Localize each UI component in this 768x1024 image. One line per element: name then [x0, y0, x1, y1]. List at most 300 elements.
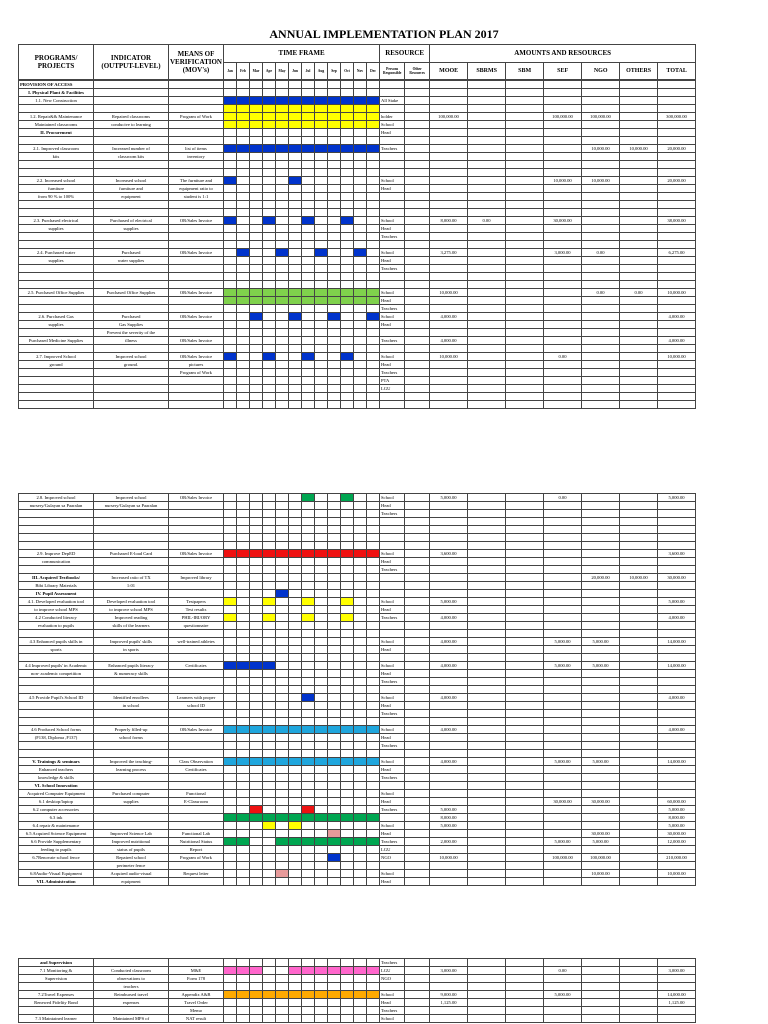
- timeframe-cell: [250, 758, 263, 766]
- timeframe-cell: [354, 137, 367, 145]
- amount-cell: [582, 582, 620, 590]
- timeframe-cell: [237, 161, 250, 169]
- amount-cell: [544, 377, 582, 385]
- amount-cell: [506, 313, 544, 321]
- timeframe-cell: [354, 550, 367, 558]
- timeframe-cell: [224, 662, 237, 670]
- amount-cell: [430, 702, 468, 710]
- timeframe-cell: [367, 782, 380, 790]
- amount-cell: [506, 846, 544, 854]
- amount-cell: 10,000.00: [620, 145, 658, 153]
- timeframe-cell: [250, 518, 263, 526]
- amount-cell: [468, 534, 506, 542]
- amount-cell: 5,000.00: [582, 662, 620, 670]
- indicator-cell: Developed evaluation tool: [94, 598, 169, 606]
- amount-cell: [506, 830, 544, 838]
- means-cell: Functional Lab: [169, 830, 224, 838]
- timeframe-cell: [354, 774, 367, 782]
- amount-cell: [468, 670, 506, 678]
- amount-cell: [468, 814, 506, 822]
- amount-cell: [544, 590, 582, 598]
- timeframe-cell: [315, 353, 328, 361]
- amount-cell: [468, 542, 506, 550]
- table-row: [19, 862, 696, 870]
- timeframe-cell: [224, 782, 237, 790]
- amount-cell: [620, 401, 658, 409]
- amount-cell: [506, 209, 544, 217]
- program-cell: [19, 401, 94, 409]
- means-cell: Certificates: [169, 662, 224, 670]
- timeframe-cell: [276, 622, 289, 630]
- amount-cell: 30,000.00: [544, 798, 582, 806]
- table-row: [19, 494, 696, 502]
- means-cell: inventory: [169, 153, 224, 161]
- timeframe-cell: [341, 193, 354, 201]
- other-resources-cell: [405, 137, 430, 145]
- amount-cell: [620, 638, 658, 646]
- timeframe-cell: [367, 814, 380, 822]
- timeframe-cell: [367, 878, 380, 886]
- timeframe-cell: [276, 377, 289, 385]
- amount-cell: [620, 878, 658, 886]
- timeframe-cell: [276, 97, 289, 105]
- timeframe-cell: [276, 105, 289, 113]
- persons-responsible-cell: School: [380, 313, 405, 321]
- table-row: [19, 718, 696, 726]
- amount-cell: [620, 369, 658, 377]
- means-cell: [169, 534, 224, 542]
- timeframe-cell: [367, 734, 380, 742]
- amount-cell: [430, 646, 468, 654]
- timeframe-cell: [276, 313, 289, 321]
- indicator-cell: conducive to learning: [94, 121, 169, 129]
- persons-responsible-cell: [380, 273, 405, 281]
- timeframe-cell: [354, 798, 367, 806]
- amount-cell: [544, 710, 582, 718]
- timeframe-cell: [250, 137, 263, 145]
- amount-cell: [506, 401, 544, 409]
- means-cell: [169, 814, 224, 822]
- amount-cell: 5,000.00: [582, 758, 620, 766]
- indicator-cell: [94, 401, 169, 409]
- persons-responsible-cell: Head: [380, 361, 405, 369]
- timeframe-cell: [224, 574, 237, 582]
- timeframe-cell: [354, 862, 367, 870]
- program-cell: Acquired Computer Equipment: [19, 790, 94, 798]
- timeframe-cell: [328, 582, 341, 590]
- table-row: [19, 241, 696, 249]
- amount-cell: 20,000.00: [658, 177, 696, 185]
- amount-cell: [468, 870, 506, 878]
- timeframe-cell: [328, 217, 341, 225]
- timeframe-cell: [328, 225, 341, 233]
- timeframe-cell: [341, 558, 354, 566]
- timeframe-cell: [315, 870, 328, 878]
- timeframe-cell: [341, 814, 354, 822]
- timeframe-cell: [263, 734, 276, 742]
- timeframe-cell: [289, 686, 302, 694]
- timeframe-cell: [276, 169, 289, 177]
- timeframe-cell: [224, 702, 237, 710]
- amount-cell: 3,000.00: [430, 967, 468, 975]
- timeframe-cell: [237, 726, 250, 734]
- means-cell: OR/Sales Invoice: [169, 726, 224, 734]
- amount-cell: [468, 975, 506, 983]
- amount-cell: [582, 281, 620, 289]
- amount-cell: [620, 193, 658, 201]
- amount-cell: [506, 670, 544, 678]
- timeframe-cell: [354, 329, 367, 337]
- timeframe-cell: [315, 975, 328, 983]
- amount-cell: 10,000.00: [658, 870, 696, 878]
- timeframe-cell: [328, 273, 341, 281]
- amount-cell: [430, 590, 468, 598]
- amount-cell: [430, 201, 468, 209]
- amount-cell: 4,000.00: [658, 313, 696, 321]
- amount-cell: [582, 550, 620, 558]
- amount-cell: [506, 241, 544, 249]
- amount-cell: 10,000.00: [430, 289, 468, 297]
- timeframe-cell: [367, 289, 380, 297]
- timeframe-cell: [354, 566, 367, 574]
- indicator-cell: Purchased E-load Card: [94, 550, 169, 558]
- timeframe-cell: [224, 510, 237, 518]
- timeframe-cell: [354, 401, 367, 409]
- timeframe-cell: [315, 281, 328, 289]
- timeframe-cell: [302, 766, 315, 774]
- table-row: [19, 273, 696, 281]
- means-cell: Testpapers: [169, 598, 224, 606]
- timeframe-cell: [354, 710, 367, 718]
- persons-responsible-cell: [380, 630, 405, 638]
- amount-cell: 38,000.00: [658, 217, 696, 225]
- timeframe-cell: [341, 89, 354, 97]
- timeframe-cell: [341, 790, 354, 798]
- timeframe-cell: [341, 686, 354, 694]
- amount-cell: [582, 975, 620, 983]
- persons-responsible-cell: School: [380, 726, 405, 734]
- other-resources-cell: [405, 606, 430, 614]
- means-cell: [169, 321, 224, 329]
- timeframe-cell: [237, 113, 250, 121]
- timeframe-cell: [302, 542, 315, 550]
- timeframe-cell: [237, 526, 250, 534]
- timeframe-cell: [315, 702, 328, 710]
- timeframe-cell: [263, 774, 276, 782]
- timeframe-cell: [302, 558, 315, 566]
- amount-cell: [430, 774, 468, 782]
- amount-cell: [544, 694, 582, 702]
- other-resources-cell: [405, 686, 430, 694]
- amount-cell: [430, 542, 468, 550]
- timeframe-cell: [289, 177, 302, 185]
- amount-cell: [582, 590, 620, 598]
- timeframe-cell: [276, 646, 289, 654]
- timeframe-cell: [289, 265, 302, 273]
- timeframe-cell: [276, 734, 289, 742]
- timeframe-cell: [328, 233, 341, 241]
- timeframe-cell: [328, 830, 341, 838]
- timeframe-cell: [276, 153, 289, 161]
- timeframe-cell: [302, 670, 315, 678]
- timeframe-cell: [289, 257, 302, 265]
- amount-cell: [468, 105, 506, 113]
- timeframe-cell: [302, 614, 315, 622]
- timeframe-cell: [250, 329, 263, 337]
- timeframe-cell: [341, 153, 354, 161]
- timeframe-cell: [237, 105, 250, 113]
- month-header: May: [276, 62, 289, 80]
- timeframe-cell: [276, 209, 289, 217]
- amount-cell: [468, 518, 506, 526]
- timeframe-cell: [276, 999, 289, 1007]
- amount-cell: [658, 774, 696, 782]
- timeframe-cell: [341, 201, 354, 209]
- persons-responsible-cell: [380, 654, 405, 662]
- timeframe-cell: [224, 401, 237, 409]
- timeframe-cell: [315, 550, 328, 558]
- timeframe-cell: [328, 289, 341, 297]
- timeframe-cell: [276, 878, 289, 886]
- timeframe-cell: [250, 662, 263, 670]
- amount-cell: [658, 137, 696, 145]
- amount-cell: [658, 393, 696, 401]
- timeframe-cell: [289, 321, 302, 329]
- table-row: [19, 321, 696, 329]
- timeframe-cell: [224, 281, 237, 289]
- timeframe-cell: [263, 313, 276, 321]
- indicator-cell: [94, 161, 169, 169]
- timeframe-cell: [224, 566, 237, 574]
- timeframe-cell: [328, 550, 341, 558]
- timeframe-cell: [250, 345, 263, 353]
- persons-responsible-cell: Teachers: [380, 806, 405, 814]
- table-row: [19, 702, 696, 710]
- amount-cell: [582, 566, 620, 574]
- timeframe-cell: [341, 630, 354, 638]
- timeframe-cell: [354, 630, 367, 638]
- timeframe-cell: [315, 193, 328, 201]
- timeframe-cell: [315, 502, 328, 510]
- timeframe-cell: [354, 766, 367, 774]
- amount-cell: [544, 233, 582, 241]
- timeframe-cell: [289, 297, 302, 305]
- timeframe-cell: [328, 878, 341, 886]
- timeframe-cell: [289, 305, 302, 313]
- timeframe-cell: [289, 153, 302, 161]
- amount-cell: [658, 233, 696, 241]
- timeframe-cell: [367, 201, 380, 209]
- timeframe-cell: [328, 401, 341, 409]
- table-row: [19, 630, 696, 638]
- timeframe-cell: [276, 670, 289, 678]
- indicator-cell: equipment: [94, 193, 169, 201]
- timeframe-cell: [302, 494, 315, 502]
- amount-cell: [544, 846, 582, 854]
- timeframe-cell: [341, 622, 354, 630]
- amount-cell: [468, 582, 506, 590]
- means-cell: [169, 225, 224, 233]
- persons-responsible-cell: Teachers: [380, 233, 405, 241]
- table-row: [19, 201, 696, 209]
- timeframe-cell: [224, 622, 237, 630]
- program-cell: supplies: [19, 225, 94, 233]
- amount-cell: [544, 313, 582, 321]
- indicator-cell: [94, 558, 169, 566]
- timeframe-cell: [224, 289, 237, 297]
- amount-cell: 0.00: [620, 289, 658, 297]
- amount-cell: [468, 121, 506, 129]
- amount-cell: [658, 273, 696, 281]
- program-cell: [19, 566, 94, 574]
- table-row: [19, 814, 696, 822]
- amount-cell: [430, 137, 468, 145]
- means-cell: [169, 542, 224, 550]
- timeframe-cell: [263, 89, 276, 97]
- amount-cell: [468, 806, 506, 814]
- amount-cell: [620, 361, 658, 369]
- amount-cell: [430, 177, 468, 185]
- table-row: [19, 654, 696, 662]
- program-cell: [19, 654, 94, 662]
- amount-cell: [468, 678, 506, 686]
- means-cell: equipment ratio to: [169, 185, 224, 193]
- timeframe-cell: [263, 401, 276, 409]
- other-resources-cell: [405, 289, 430, 297]
- timeframe-cell: [224, 217, 237, 225]
- amount-cell: [582, 750, 620, 758]
- amount-cell: [582, 742, 620, 750]
- timeframe-cell: [263, 830, 276, 838]
- program-cell: [19, 510, 94, 518]
- timeframe-cell: [289, 105, 302, 113]
- amount-cell: [468, 878, 506, 886]
- timeframe-cell: [302, 758, 315, 766]
- amount-cell: [544, 766, 582, 774]
- amount-cell: [658, 790, 696, 798]
- amount-cell: [582, 393, 620, 401]
- amount-cell: [430, 185, 468, 193]
- timeframe-cell: [250, 297, 263, 305]
- timeframe-cell: [237, 550, 250, 558]
- timeframe-cell: [224, 846, 237, 854]
- amount-cell: [544, 822, 582, 830]
- timeframe-cell: [289, 169, 302, 177]
- amount-cell: [430, 209, 468, 217]
- timeframe-cell: [237, 870, 250, 878]
- amount-cell: 5,000.00: [544, 662, 582, 670]
- amount-cell: [506, 265, 544, 273]
- amount-cell: [430, 377, 468, 385]
- amount-cell: [506, 854, 544, 862]
- timeframe-cell: [315, 1015, 328, 1023]
- timeframe-cell: [315, 185, 328, 193]
- persons-responsible-cell: [380, 542, 405, 550]
- table-row: [19, 614, 696, 622]
- timeframe-cell: [341, 526, 354, 534]
- other-resources-cell: [405, 550, 430, 558]
- amount-cell: [658, 766, 696, 774]
- amount-cell: 4,000.00: [430, 758, 468, 766]
- amount-cell: [582, 201, 620, 209]
- timeframe-cell: [367, 967, 380, 975]
- timeframe-cell: [354, 273, 367, 281]
- other-resources-cell: [405, 201, 430, 209]
- program-cell: [19, 385, 94, 393]
- amount-cell: [430, 265, 468, 273]
- amount-cell: [544, 558, 582, 566]
- timeframe-cell: [250, 337, 263, 345]
- timeframe-cell: [367, 726, 380, 734]
- timeframe-cell: [367, 606, 380, 614]
- amount-cell: [658, 369, 696, 377]
- timeframe-cell: [250, 401, 263, 409]
- amount-cell: [658, 385, 696, 393]
- amount-cell: [582, 814, 620, 822]
- amount-cell: [620, 217, 658, 225]
- timeframe-cell: [289, 1007, 302, 1015]
- amount-cell: [544, 526, 582, 534]
- amount-cell: [620, 257, 658, 265]
- timeframe-cell: [328, 983, 341, 991]
- timeframe-cell: [224, 265, 237, 273]
- program-cell: Enhanced teachers: [19, 766, 94, 774]
- timeframe-cell: [237, 694, 250, 702]
- timeframe-cell: [224, 137, 237, 145]
- amount-cell: [582, 526, 620, 534]
- amount-cell: [658, 558, 696, 566]
- amount-cell: 10,000.00: [430, 854, 468, 862]
- persons-responsible-cell: [380, 105, 405, 113]
- timeframe-cell: [302, 959, 315, 967]
- means-cell: [169, 590, 224, 598]
- timeframe-cell: [289, 241, 302, 249]
- amount-cell: [468, 305, 506, 313]
- amount-cell: [544, 1007, 582, 1015]
- timeframe-cell: [341, 257, 354, 265]
- timeframe-cell: [237, 734, 250, 742]
- amount-cell: [468, 614, 506, 622]
- timeframe-cell: [289, 991, 302, 999]
- timeframe-cell: [224, 646, 237, 654]
- program-cell: [19, 542, 94, 550]
- table-row: [19, 766, 696, 774]
- timeframe-cell: [328, 806, 341, 814]
- timeframe-cell: [276, 353, 289, 361]
- timeframe-cell: [315, 678, 328, 686]
- amount-cell: [544, 574, 582, 582]
- timeframe-cell: [328, 97, 341, 105]
- timeframe-cell: [315, 766, 328, 774]
- timeframe-cell: [302, 361, 315, 369]
- timeframe-cell: [263, 369, 276, 377]
- amount-cell: [544, 622, 582, 630]
- timeframe-cell: [302, 345, 315, 353]
- timeframe-cell: [328, 1015, 341, 1023]
- amount-cell: [506, 838, 544, 846]
- persons-responsible-cell: [380, 582, 405, 590]
- amount-cell: [582, 622, 620, 630]
- timeframe-cell: [237, 233, 250, 241]
- amount-cell: [582, 558, 620, 566]
- timeframe-cell: [354, 734, 367, 742]
- persons-responsible-cell: [380, 81, 405, 89]
- timeframe-cell: [263, 670, 276, 678]
- amount-cell: [506, 233, 544, 241]
- amount-cell: 10,000.00: [658, 289, 696, 297]
- timeframe-cell: [263, 305, 276, 313]
- timeframe-cell: [224, 297, 237, 305]
